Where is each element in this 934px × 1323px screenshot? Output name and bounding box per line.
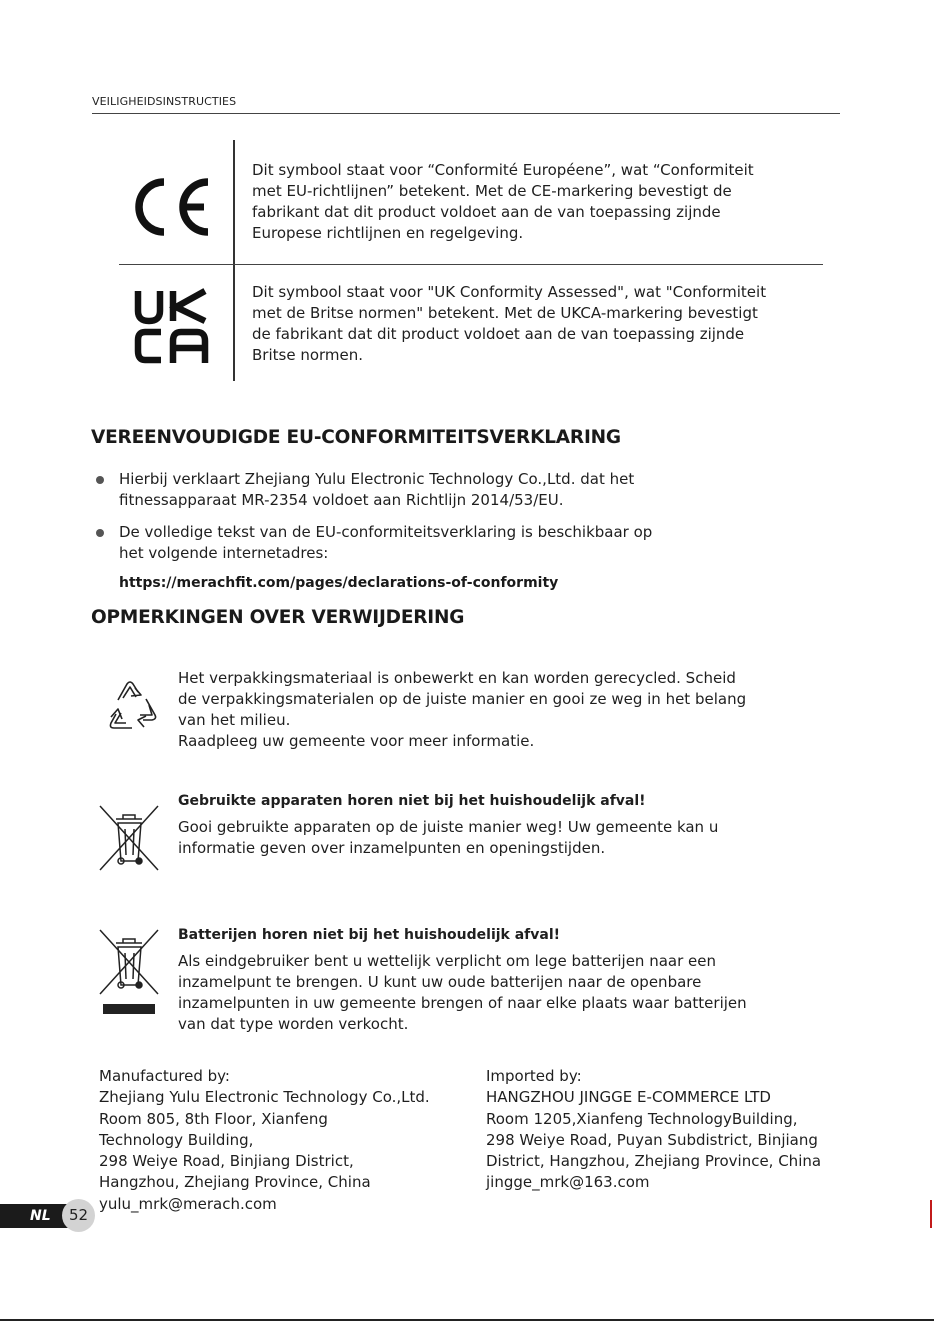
recycling-icon: [100, 678, 160, 735]
disposal-heading: OPMERKINGEN OVER VERWIJDERING: [91, 607, 465, 628]
list-item: Hierbij verklaart Zhejiang Yulu Electronic Technology Co.,Ltd. dat het fitnessapparaat MR-2354 voldoet aan Richtlijn 2014/53/EU.: [96, 469, 736, 511]
battery-title: Batterijen horen niet bij het huishoudelijk afval!: [178, 927, 561, 943]
importer-address: Imported by: HANGZHOU JINGGE E-COMMERCE LTD Room 1205,Xianfeng TechnologyBuilding, 298 Weiye Road, Puyan Subdistrict, Binjiang District, Hangzhou, Zhejiang Province, China jingge_mrk@163.com: [486, 1067, 822, 1192]
page-number: 52: [68, 1206, 89, 1224]
ce-description: Dit symbool staat voor “Conformité Européene”, wat “Conformiteit met EU-richtlijnen” betekent. Met de CE-markering bevestigt de fabrikant dat dit product voldoet aan de van toepassing zijnde Europese richtlijnen en regelgeving.: [252, 161, 754, 242]
recycling-text: Het verpakkingsmateriaal is onbewerkt en kan worden gerecycled. Scheid de verpakkingsmaterialen op de juiste manier en gooi ze weg in het belang van het milieu. Raadpleeg uw gemeente voor meer informatie.: [178, 669, 747, 750]
symbol-table-horizontal-divider: [119, 264, 823, 265]
ce-mark-icon: [128, 176, 214, 238]
language-code: NL: [30, 1208, 51, 1224]
ukca-mark-icon: [133, 288, 211, 366]
bottom-divider: [0, 1319, 934, 1321]
edge-mark: [930, 1200, 932, 1228]
declaration-heading: VEREENVOUDIGDE EU-CONFORMITEITSVERKLARING: [91, 427, 621, 448]
symbol-table-vertical-divider: [233, 140, 235, 381]
weee-title: Gebruikte apparaten horen niet bij het huishoudelijk afval!: [178, 793, 646, 809]
crossed-bin-icon: [98, 804, 160, 872]
declaration-url-link[interactable]: https://merachfit.com/pages/declarations-of-conformity: [119, 575, 559, 591]
weee-text: Gebruikte apparaten horen niet bij het huishoudelijk afval! Gooi gebruikte apparaten op de juiste manier weg! Uw gemeente kan u informatie geven over inzamelpunten en openingstijden.: [178, 791, 818, 859]
ukca-description: Dit symbool staat voor "UK Conformity Assessed", wat "Conformiteit met de Britse normen" betekent. Met de UKCA-markering bevestigt de fabrikant dat dit product voldoet aan de van toepassing zijnde Britse normen.: [252, 283, 767, 364]
list-item: De volledige tekst van de EU-conformiteitsverklaring is beschikbaar op het volgende internetadres:: [96, 522, 736, 564]
bullet-icon: [96, 529, 104, 537]
bullet-icon: [96, 476, 104, 484]
battery-text: Batterijen horen niet bij het huishoudelijk afval! Als eindgebruiker bent u wettelijk verplicht om lege batterijen naar een inzamelpunt te brengen. U kunt uw oude batterijen naar de openbare inzamelpunten in uw gemeente brengen of naar elke plaats waar batterijen van dat type worden verkocht.: [178, 925, 818, 1035]
manufacturer-address: Manufactured by: Zhejiang Yulu Electronic Technology Co.,Ltd. Room 805, 8th Floor, Xianfeng Technology Building, 298 Weiye Road, Binjiang District, Hangzhou, Zhejiang Province, China yulu_mrk@merach.com: [99, 1067, 430, 1213]
section-label: VEILIGHEIDSINSTRUCTIES: [92, 95, 237, 108]
header-divider: [92, 113, 840, 114]
crossed-bin-bar-icon: [98, 928, 160, 1016]
